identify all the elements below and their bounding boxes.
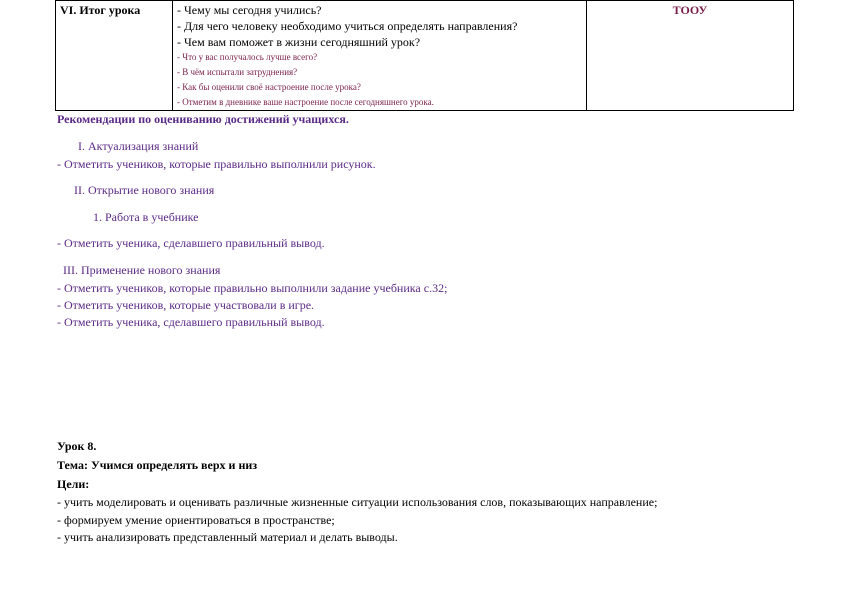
section-1-title: I. Актуализация знаний [78,139,199,153]
section-3-item: - Отметить учеников, которые участвовали в игре. [57,298,315,312]
goal-item: - формируем умение ориентироваться в пространстве; [57,513,335,527]
lesson-stage-table [55,0,794,111]
lesson-title: Урок 8. [57,439,97,453]
question-sub: - В чём испытали затруднения? [177,67,298,77]
question-main: - Для чего человеку необходимо учиться определять направления? [177,19,518,33]
goal-item: - учить анализировать представленный материал и делать выводы. [57,530,398,544]
section-3-item: - Отметить учеников, которые правильно выполнили задание учебника с.32; [57,281,448,295]
section-2-subtitle: 1. Работа в учебнике [93,210,199,224]
goal-item: - учить моделировать и оценивать различные жизненные ситуации использования слов, показывающих направление; [57,495,658,509]
uud-cell: ТООУ [587,1,794,111]
stage-cell: VI. Итог урока [56,1,173,111]
questions-cell [173,1,587,111]
section-3-title: III. Применение нового знания [63,263,221,277]
question-sub: - Отметим в дневнике ваше настроение после сегодняшнего урока. [177,97,434,107]
table-row [56,1,794,111]
section-1-item: - Отметить учеников, которые правильно выполнили рисунок. [57,157,376,171]
recommendations-heading: Рекомендации по оцениванию достижений учащихся. [57,112,349,126]
question-main: - Чему мы сегодня учились? [177,3,322,17]
section-2-item: - Отметить ученика, сделавшего правильный вывод. [57,236,325,250]
section-2-title: II. Открытие нового знания [74,183,215,197]
question-sub: - Как бы оценили своё настроение после урока? [177,82,361,92]
question-sub: - Что у вас получалось лучше всего? [177,52,318,62]
goals-label: Цели: [57,477,90,491]
lesson-topic: Тема: Учимся определять верх и низ [57,458,258,472]
question-main: - Чем вам поможет в жизни сегодняшний урок? [177,35,421,49]
section-3-item: - Отметить ученика, сделавшего правильный вывод. [57,315,325,329]
